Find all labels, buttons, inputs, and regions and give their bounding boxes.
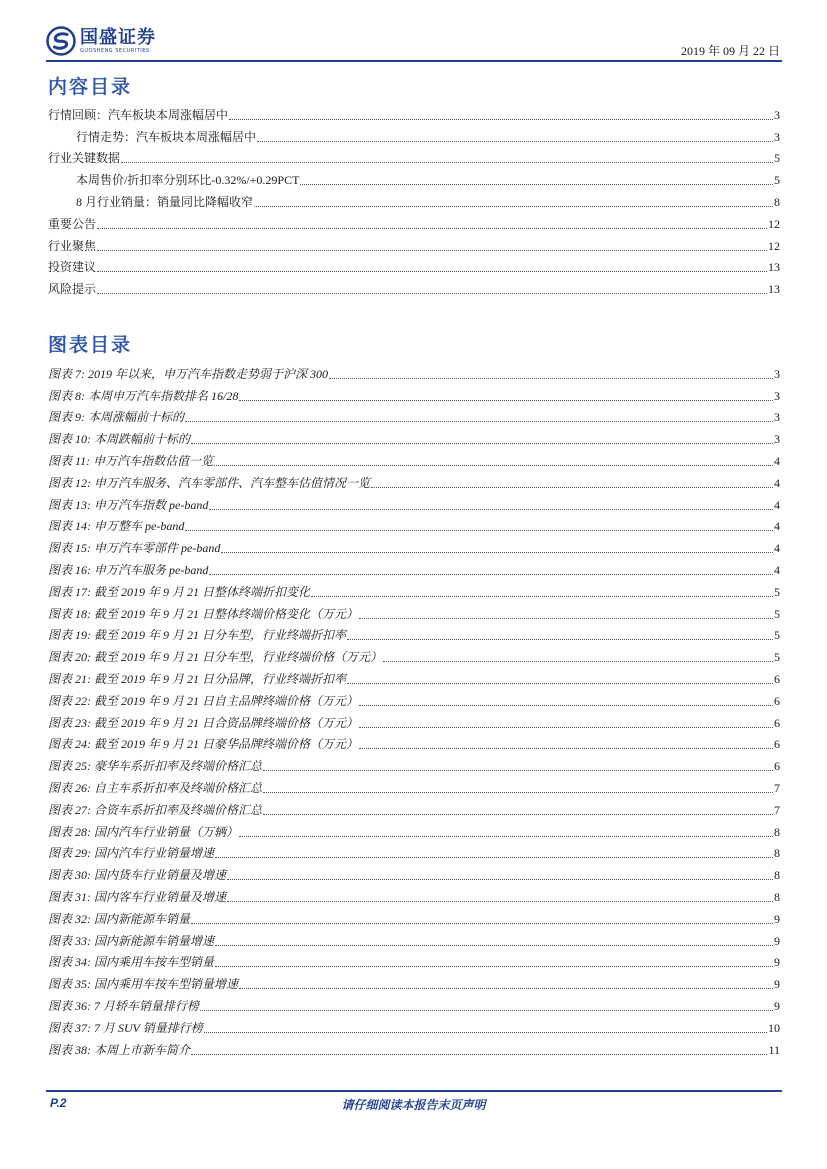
figure-entry[interactable] xyxy=(48,491,780,513)
figure-entry[interactable] xyxy=(48,643,780,665)
entry-label: 图表 38: 本周上市新车简介 xyxy=(48,1042,190,1057)
entry-page-number: 12 xyxy=(768,216,780,231)
dot-leader xyxy=(214,464,773,466)
entry-label: 图表 18: 截至 2019 年 9 月 21 日整体终端价格变化（万元） xyxy=(48,606,358,621)
entry-page-number: 3 xyxy=(774,366,780,381)
entry-label: 图表 13: 申万汽车指数 pe-band xyxy=(48,497,209,512)
dot-leader xyxy=(239,987,773,989)
figure-entry[interactable] xyxy=(48,992,780,1014)
entry-label: 图表 12: 申万汽车服务、汽车零部件、汽车整车估值情况一览 xyxy=(48,475,370,490)
disclaimer-note: 请仔细阅读本报告末页声明 xyxy=(341,1098,486,1112)
entry-label: 重要公告 xyxy=(48,216,97,231)
entry-label: 图表 17: 截至 2019 年 9 月 21 日整体终端折扣变化 xyxy=(48,584,310,599)
entry-page-number: 6 xyxy=(774,737,780,752)
entry-page-number: 9 xyxy=(774,911,780,926)
dot-leader xyxy=(359,726,773,728)
dot-leader xyxy=(347,638,773,640)
entry-page-number: 6 xyxy=(774,715,780,730)
entry-label: 本周售价/折扣率分别环比-0.32%/+0.29PCT xyxy=(76,173,300,188)
figure-entry[interactable] xyxy=(48,469,780,491)
contents-entry[interactable] xyxy=(48,101,780,123)
entry-label: 投资建议 xyxy=(48,260,97,275)
figure-entry[interactable] xyxy=(48,404,780,426)
dot-leader xyxy=(263,791,773,793)
dot-leader xyxy=(263,769,773,771)
entry-page-number: 13 xyxy=(768,260,780,275)
contents-entry[interactable] xyxy=(48,254,780,276)
entry-label: 图表 14: 申万整车 pe-band xyxy=(48,519,185,534)
entry-page-number: 9 xyxy=(774,977,780,992)
contents-entry[interactable] xyxy=(48,210,780,232)
entry-page-number: 6 xyxy=(774,693,780,708)
entry-page-number: 11 xyxy=(768,1042,780,1057)
entry-label: 图表 25: 豪华车系折扣率及终端价格汇总 xyxy=(48,759,262,774)
report-date: 2019 年 09 月 22 日 xyxy=(680,44,780,58)
logo-subtext: GUOSHENG SECURITIES xyxy=(80,47,150,54)
entry-label: 图表 24: 截至 2019 年 9 月 21 日豪华品牌终端价格（万元） xyxy=(48,737,358,752)
dot-leader xyxy=(347,682,773,684)
dot-leader xyxy=(97,270,767,272)
entry-label: 图表 28: 国内汽车行业销量（万辆） xyxy=(48,824,238,839)
dot-leader xyxy=(239,399,773,401)
entry-label: 图表 29: 国内汽车行业销量增速 xyxy=(48,846,214,861)
contents-entry[interactable] xyxy=(48,188,780,210)
dot-leader xyxy=(209,573,773,575)
entry-label: 图表 22: 截至 2019 年 9 月 21 日自主品牌终端价格（万元） xyxy=(48,693,358,708)
figure-entry[interactable] xyxy=(48,425,780,447)
dot-leader xyxy=(359,704,773,706)
entry-page-number: 3 xyxy=(774,129,780,144)
figure-entry[interactable] xyxy=(48,949,780,971)
entry-page-number: 8 xyxy=(774,846,780,861)
figure-entry[interactable] xyxy=(48,927,780,949)
entry-label: 图表 15: 申万汽车零部件 pe-band xyxy=(48,541,221,556)
dot-leader xyxy=(383,660,773,662)
dot-leader xyxy=(204,1031,767,1033)
entry-page-number: 3 xyxy=(774,388,780,403)
entry-label: 图表 16: 申万汽车服务 pe-band xyxy=(48,562,209,577)
entry-label: 图表 19: 截至 2019 年 9 月 21 日分车型，行业终端折扣率 xyxy=(48,628,346,643)
dot-leader xyxy=(209,508,773,510)
entry-label: 图表 37: 7 月 SUV 销量排行榜 xyxy=(48,1020,203,1035)
dot-leader xyxy=(239,835,773,837)
figure-entry[interactable] xyxy=(48,774,780,796)
contents-list xyxy=(48,101,780,297)
contents-title: 内容目录 xyxy=(48,76,133,98)
figure-entry[interactable] xyxy=(48,513,780,535)
entry-page-number: 4 xyxy=(774,562,780,577)
entry-page-number: 4 xyxy=(774,475,780,490)
dot-leader xyxy=(371,486,773,488)
dot-leader xyxy=(185,420,773,422)
company-logo xyxy=(46,26,156,56)
figure-entry[interactable] xyxy=(48,709,780,731)
figure-entry[interactable] xyxy=(48,1014,780,1036)
entry-page-number: 9 xyxy=(774,955,780,970)
entry-page-number: 5 xyxy=(774,628,780,643)
entry-page-number: 12 xyxy=(768,238,780,253)
entry-label: 图表 8: 本周申万汽车指数排名 16/28 xyxy=(48,388,239,403)
dot-leader xyxy=(329,377,773,379)
dot-leader xyxy=(200,1009,773,1011)
entry-label: 图表 32: 国内新能源车销量 xyxy=(48,911,190,926)
entry-page-number: 3 xyxy=(774,410,780,425)
dot-leader xyxy=(227,900,773,902)
footer-divider xyxy=(46,1090,782,1092)
dot-leader xyxy=(121,161,773,163)
dot-leader xyxy=(263,813,773,815)
figures-list xyxy=(48,360,780,1058)
entry-label: 图表 7: 2019 年以来，申万汽车指数走势弱于沪深 300 xyxy=(48,366,328,381)
dot-leader xyxy=(191,1053,767,1055)
figure-entry[interactable] xyxy=(48,1036,780,1058)
dot-leader xyxy=(215,856,773,858)
dot-leader xyxy=(257,140,773,142)
dot-leader xyxy=(97,227,767,229)
figure-entry[interactable] xyxy=(48,600,780,622)
entry-page-number: 3 xyxy=(774,107,780,122)
contents-entry[interactable] xyxy=(48,232,780,254)
entry-label: 图表 36: 7 月轿车销量排行榜 xyxy=(48,998,199,1013)
dot-leader xyxy=(185,529,773,531)
dot-leader xyxy=(97,249,767,251)
contents-entry[interactable] xyxy=(48,275,780,297)
entry-label: 图表 9: 本周涨幅前十标的 xyxy=(48,410,184,425)
entry-page-number: 5 xyxy=(774,173,780,188)
figure-entry[interactable] xyxy=(48,905,780,927)
figure-entry[interactable] xyxy=(48,447,780,469)
entry-page-number: 8 xyxy=(774,824,780,839)
figure-entry[interactable] xyxy=(48,665,780,687)
entry-page-number: 4 xyxy=(774,541,780,556)
entry-label: 图表 31: 国内客车行业销量及增速 xyxy=(48,889,226,904)
entry-page-number: 8 xyxy=(774,889,780,904)
dot-leader xyxy=(97,292,767,294)
dot-leader xyxy=(191,922,773,924)
entry-page-number: 6 xyxy=(774,759,780,774)
entry-label: 图表 35: 国内乘用车按车型销量增速 xyxy=(48,977,238,992)
dot-leader xyxy=(300,183,773,185)
entry-label: 图表 10: 本周跌幅前十标的 xyxy=(48,432,190,447)
entry-page-number: 6 xyxy=(774,671,780,686)
figure-entry[interactable] xyxy=(48,818,780,840)
figure-entry[interactable] xyxy=(48,731,780,753)
figure-entry[interactable] xyxy=(48,622,780,644)
figure-entry[interactable] xyxy=(48,752,780,774)
entry-page-number: 10 xyxy=(768,1020,780,1035)
figure-entry[interactable] xyxy=(48,578,780,600)
entry-page-number: 5 xyxy=(774,606,780,621)
guosheng-logo-icon xyxy=(46,26,76,56)
entry-label: 图表 27: 合资车系折扣率及终端价格汇总 xyxy=(48,802,262,817)
header-divider xyxy=(46,60,782,62)
dot-leader xyxy=(359,747,773,749)
contents-entry[interactable] xyxy=(48,145,780,167)
entry-page-number: 3 xyxy=(774,432,780,447)
entry-label: 图表 20: 截至 2019 年 9 月 21 日分车型，行业终端价格（万元） xyxy=(48,650,382,665)
entry-label: 图表 33: 国内新能源车销量增速 xyxy=(48,933,214,948)
entry-page-number: 8 xyxy=(774,868,780,883)
entry-page-number: 4 xyxy=(774,453,780,468)
entry-page-number: 5 xyxy=(774,584,780,599)
figures-title: 图表目录 xyxy=(48,334,133,356)
entry-label: 行情回顾：汽车板块本周涨幅居中 xyxy=(48,107,229,122)
logo-text: 国盛证券 xyxy=(80,26,156,48)
entry-label: 图表 21: 截至 2019 年 9 月 21 日分品牌，行业终端折扣率 xyxy=(48,671,346,686)
entry-label: 图表 34: 国内乘用车按车型销量 xyxy=(48,955,214,970)
entry-page-number: 4 xyxy=(774,497,780,512)
figure-entry[interactable] xyxy=(48,970,780,992)
entry-page-number: 7 xyxy=(774,802,780,817)
dot-leader xyxy=(229,118,773,120)
entry-label: 风险提示 xyxy=(48,282,97,297)
dot-leader xyxy=(359,617,773,619)
entry-page-number: 5 xyxy=(774,650,780,665)
entry-page-number: 13 xyxy=(768,282,780,297)
dot-leader xyxy=(191,442,773,444)
entry-label: 8 月行业销量：销量同比降幅收窄 xyxy=(76,194,254,209)
entry-label: 行情走势：汽车板块本周涨幅居中 xyxy=(76,129,257,144)
entry-page-number: 4 xyxy=(774,519,780,534)
figure-entry[interactable] xyxy=(48,883,780,905)
entry-label: 行业聚焦 xyxy=(48,238,97,253)
page-header xyxy=(46,22,782,62)
entry-label: 图表 23: 截至 2019 年 9 月 21 日合资品牌终端价格（万元） xyxy=(48,715,358,730)
entry-label: 行业关键数据 xyxy=(48,151,121,166)
entry-page-number: 5 xyxy=(774,151,780,166)
figure-entry[interactable] xyxy=(48,687,780,709)
figure-entry[interactable] xyxy=(48,534,780,556)
dot-leader xyxy=(227,878,773,880)
entry-label: 图表 11: 申万汽车指数估值一览 xyxy=(48,453,214,468)
dot-leader xyxy=(215,965,773,967)
page-number: P.2 xyxy=(50,1096,67,1110)
figure-entry[interactable] xyxy=(48,382,780,404)
contents-entry[interactable] xyxy=(48,123,780,145)
dot-leader xyxy=(215,944,773,946)
dot-leader xyxy=(311,595,773,597)
dot-leader xyxy=(221,551,773,553)
contents-entry[interactable] xyxy=(48,166,780,188)
figure-entry[interactable] xyxy=(48,796,780,818)
figure-entry[interactable] xyxy=(48,360,780,382)
figure-entry[interactable] xyxy=(48,861,780,883)
entry-label: 图表 26: 自主车系折扣率及终端价格汇总 xyxy=(48,780,262,795)
entry-page-number: 9 xyxy=(774,933,780,948)
entry-label: 图表 30: 国内货车行业销量及增速 xyxy=(48,868,226,883)
entry-page-number: 7 xyxy=(774,780,780,795)
entry-page-number: 8 xyxy=(774,194,780,209)
figure-entry[interactable] xyxy=(48,840,780,862)
figure-entry[interactable] xyxy=(48,556,780,578)
dot-leader xyxy=(254,205,773,207)
entry-page-number: 9 xyxy=(774,998,780,1013)
